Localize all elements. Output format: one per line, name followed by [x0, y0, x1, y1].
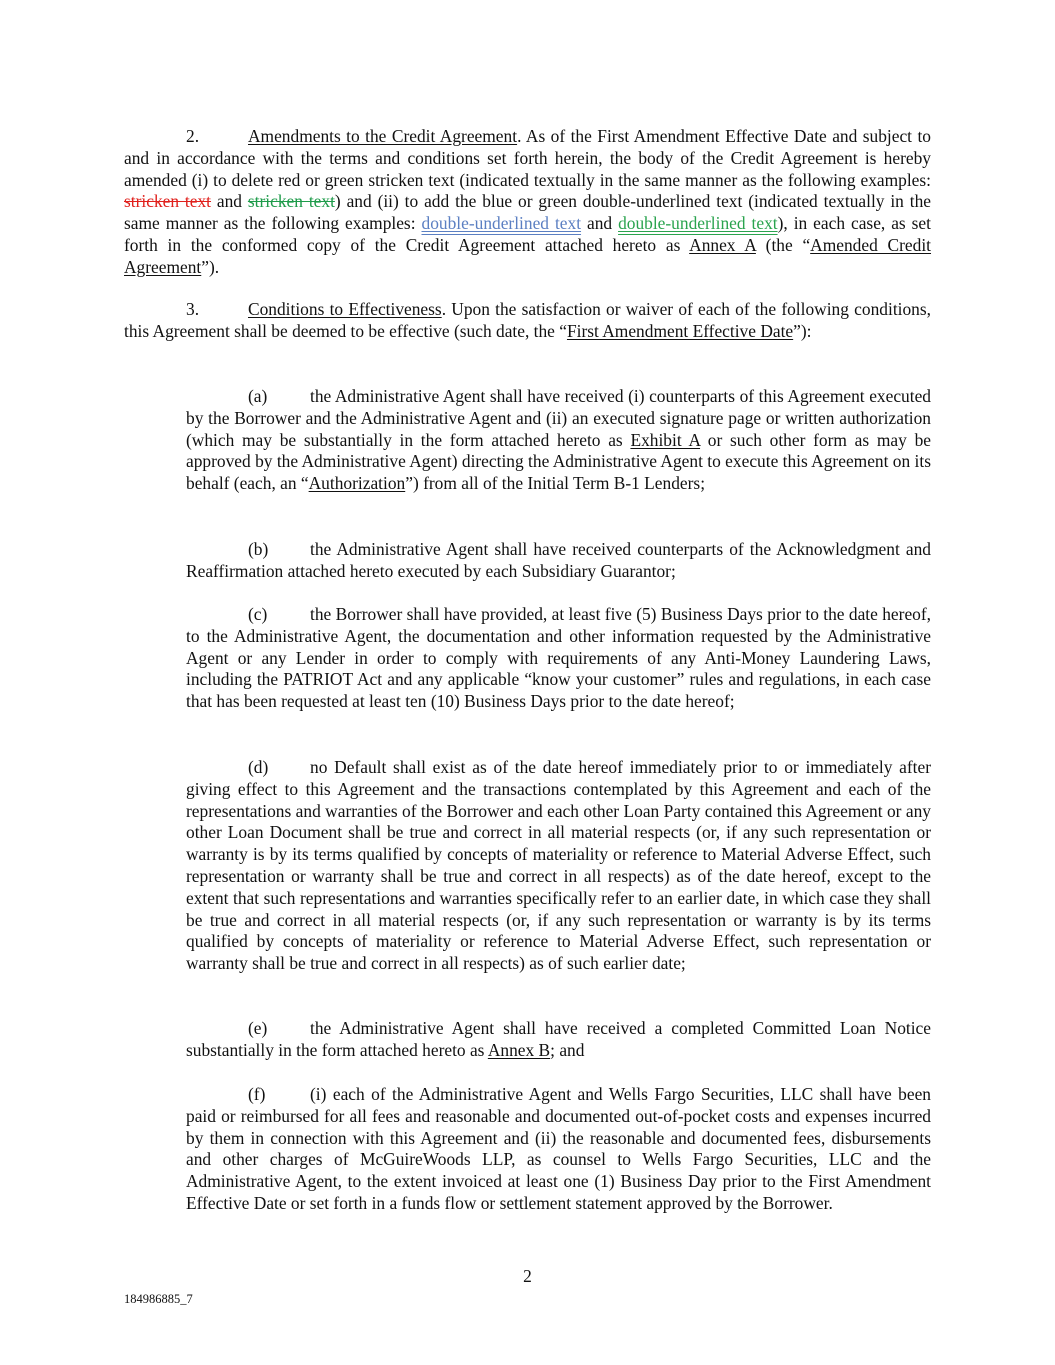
page-number: 2 [523, 1266, 532, 1286]
defined-term-amended-credit-agreement: Amended Credit Agreement [124, 234, 932, 277]
defined-term-first-amendment-effective-date: First Amendment Effective Date [566, 320, 794, 341]
annex-a-reference: Annex A [689, 234, 756, 255]
red-stricken-example: stricken text [124, 191, 212, 212]
section-3-paragraph: 3. Conditions to Effectiveness. Upon the satisfaction or waiver of each of the following conditions, this Agreement shall be deemed to be effective (such date, the “First Amendment Effective Date”): [124, 299, 931, 341]
green-double-underline-example: double-underlined text [618, 213, 778, 234]
green-stricken-example: stricken text [247, 191, 335, 212]
document-id: 184986885_7 [124, 1292, 193, 1306]
section-2-heading: Amendments to the Credit Agreement [248, 126, 518, 146]
section-2-number: 2. [186, 126, 200, 146]
clause-e: (e) the Administrative Agent shall have received a completed Committed Loan Notice substantially in the form attached hereto as Annex B; and [186, 1018, 931, 1060]
clause-a-label: (a) [248, 386, 268, 406]
clause-d-label: (d) [248, 757, 269, 777]
clause-f-label: (f) [248, 1084, 266, 1104]
clause-b-label: (b) [248, 539, 269, 559]
section-3-number: 3. [186, 299, 200, 319]
clause-b: (b) the Administrative Agent shall have received counterparts of the Acknowledgment and Reaffirmation attached hereto executed by each Subsidiary Guarantor; [186, 539, 931, 581]
clause-c-label: (c) [248, 604, 268, 624]
section-3-heading: Conditions to Effectiveness [248, 299, 442, 319]
defined-term-authorization: Authorization [308, 473, 406, 494]
clause-a: (a) the Administrative Agent shall have received (i) counterparts of this Agreement executed by the Borrower and the Administrative Agent and (ii) an executed signature page or written authorization (which may be substantially in the form attached hereto as Exhibit A or such other form as may be approved by the Administrative Agent) directing the Administrative Agent to execute this Agreement on its behalf (each, an “Authorization”) from all of the Initial Term B-1 Lenders; [186, 386, 931, 494]
clause-c: (c) the Borrower shall have provided, at least five (5) Business Days prior to the date hereof, to the Administrative Agent, the documentation and other information requested by the Administrative Agent or any Lender in order to comply with requirements of any Anti-Money Laundering Laws, including the PATRIOT Act and any applicable “know your customer” rules and regulations, in each case that has been requested at least ten (10) Business Days prior to the date hereof; [186, 604, 931, 712]
blue-double-underline-example: double-underlined text [421, 213, 582, 234]
clause-d: (d) no Default shall exist as of the date hereof immediately prior to or immediately after giving effect to this Agreement and the transactions contemplated by this Agreement and each of the representations and warranties of the Borrower and each other Loan Party contained this Agreement or any other Loan Document shall be true and correct in all material respects (or, if any such representation or warranty is by its terms qualified by concepts of materiality or reference to Material Adverse Effect, such representation or warranty shall be true and correct in all respects) as of the date hereof, except to the extent that such representations and warranties specifically refer to an earlier date, in which case they shall be true and correct in all material respects (or, if any such representation or warranty is by its terms qualified by concepts of materiality or reference to Material Adverse Effect, such representation or warranty shall be true and correct in all respects) as of such earlier date; [186, 757, 931, 974]
annex-b-reference: Annex B [487, 1039, 551, 1060]
clause-f: (f) (i) each of the Administrative Agent and Wells Fargo Securities, LLC shall have been paid or reimbursed for all fees and reasonable and documented out-of-pocket costs and expenses incurred by them in connection with this Agreement and (ii) the reasonable and documented fees, disbursements and other charges of McGuireWoods LLP, as counsel to Wells Fargo Securities, LLC and the Administrative Agent, to the extent invoiced at least one (1) Business Day prior to the First Amendment Effective Date or set forth in a funds flow or settlement statement approved by the Borrower. [186, 1084, 931, 1213]
clause-e-label: (e) [248, 1018, 268, 1038]
exhibit-a-reference: Exhibit A [630, 429, 701, 450]
section-2-paragraph: 2. Amendments to the Credit Agreement. As of the First Amendment Effective Date and subject to and in accordance with the terms and conditions set forth herein, the body of the Credit Agreement is hereby amended (i) to delete red or green stricken text (indicated textually in the same manner as the following examples: stricken text and stricken text) and (ii) to add the blue or green double-underlined text (indicated textually in the same manner as the following examples: double-underlined text and double-underlined text), in each case, as set forth in the conformed copy of the Credit Agreement attached hereto as Annex A (the “Amended Credit Agreement”). [124, 126, 932, 277]
